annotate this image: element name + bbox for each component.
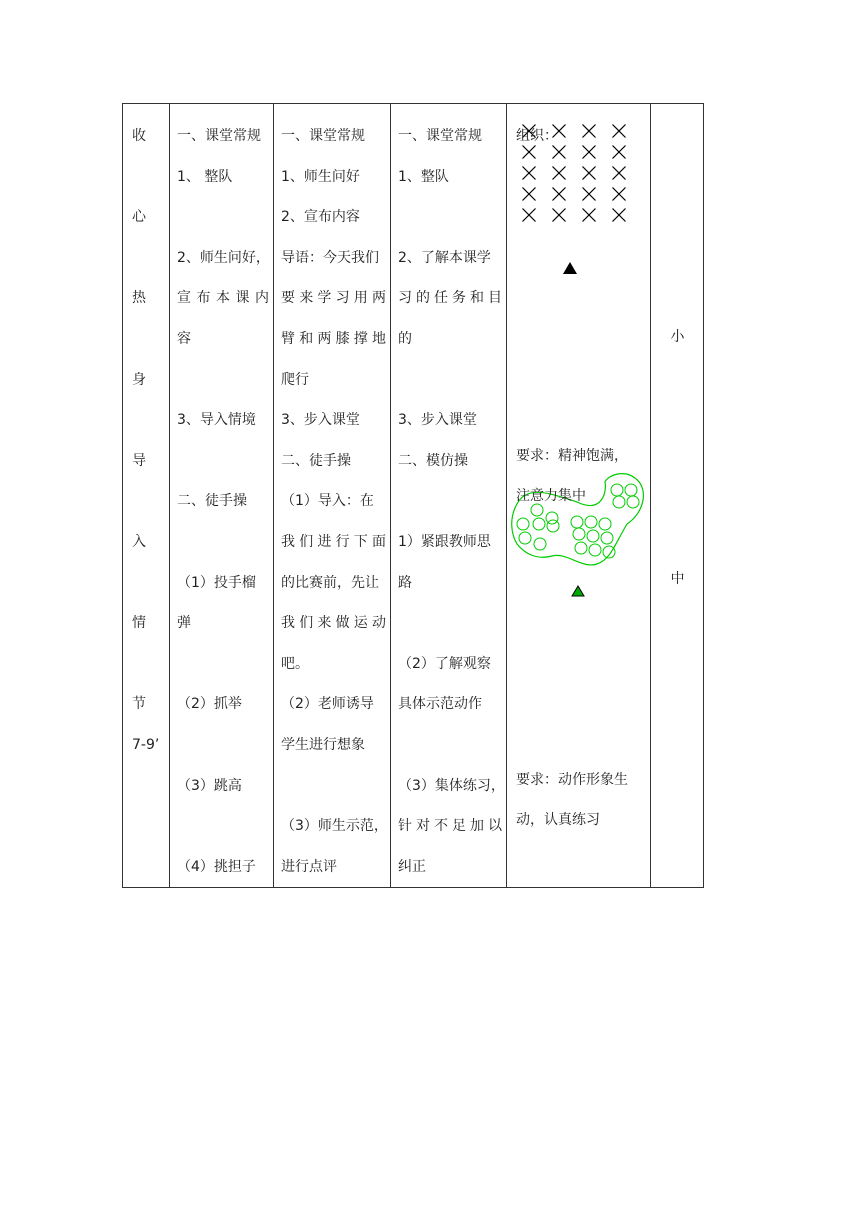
content-line: 二、徒手操 [177, 493, 247, 510]
student-line: 3、步入课堂 [398, 412, 477, 429]
teacher-line: 导语：今天我们 [281, 249, 379, 266]
student-line [391, 197, 506, 238]
student-column [391, 104, 507, 888]
stage-char: 入 [132, 533, 146, 550]
student-circle [613, 496, 625, 508]
student-circle [517, 518, 529, 530]
teacher-line: 我们进行下面 [281, 533, 386, 550]
student-circle [519, 532, 531, 544]
teacher-line: 进行点评 [281, 858, 337, 875]
student-circle [587, 530, 599, 542]
student-line: 的 [398, 330, 412, 347]
teacher-line: （3）师生示范， [281, 818, 388, 835]
stage-char: 导 [132, 452, 146, 469]
student-line: 1、整队 [398, 168, 449, 185]
student-circle [603, 546, 615, 558]
student-circle [611, 484, 623, 496]
stage-char: 热 [132, 290, 146, 307]
stage-column [123, 104, 170, 888]
content-line [170, 441, 273, 482]
student-circle [601, 532, 613, 544]
student-circle [547, 520, 559, 532]
content-line: （3）跳高 [177, 777, 242, 794]
content-line [170, 644, 273, 685]
teacher-column [274, 104, 391, 888]
student-circle [585, 516, 597, 528]
stage-time: 7-9’ [132, 736, 160, 753]
organization-label: 组织： [516, 128, 558, 144]
teacher-line: 爬行 [281, 371, 309, 388]
teacher-line: 臂和两膝撑地 [281, 330, 386, 347]
teacher-line: 学生进行想象 [281, 736, 365, 753]
organization-column [507, 104, 651, 888]
requirement-2a: 要求：动作形象生 [516, 772, 628, 788]
teacher-line: 的比赛前，先让 [281, 574, 379, 591]
requirement-1a: 要求：精神饱满， [516, 448, 628, 464]
teacher-line: 我们来做运动 [281, 615, 386, 632]
student-line: 路 [398, 574, 412, 591]
student-line: 具体示范动作 [398, 696, 482, 713]
student-line [391, 360, 506, 401]
student-line: 习的任务和目 [398, 290, 502, 307]
student-line: 二、模仿操 [398, 452, 468, 469]
content-line: 一、课堂常规 [177, 128, 261, 144]
lesson-plan-table [122, 103, 704, 888]
table-row [123, 104, 704, 888]
student-circle [589, 544, 601, 556]
teacher-line: 二、徒手操 [281, 452, 351, 469]
load-medium: 中 [670, 571, 685, 587]
teacher-line [274, 766, 390, 807]
content-line [170, 360, 273, 401]
content-line [170, 197, 273, 238]
student-circle [571, 516, 583, 528]
teacher-line: （1）导入：在 [281, 493, 374, 510]
content-line: （1）投手榴 [177, 574, 256, 591]
requirement-1b: 注意力集中 [516, 488, 586, 504]
student-line: 1）紧跟教师思 [398, 533, 491, 550]
stage-char: 节 [132, 696, 146, 713]
content-line [170, 806, 273, 847]
load-small: 小 [670, 329, 685, 345]
teacher-line: 一、课堂常规 [281, 128, 365, 144]
content-line: 容 [177, 330, 191, 347]
teacher-line: 2、宣布内容 [281, 209, 360, 226]
content-line: （2）抓举 [177, 696, 242, 713]
student-line: 一、课堂常规 [398, 128, 482, 144]
teacher-line: 要来学习用两 [281, 290, 386, 307]
student-circle [533, 518, 545, 530]
student-line: （3）集体练习， [398, 777, 505, 794]
student-line: 纠正 [398, 858, 426, 875]
teacher-line: 吧。 [281, 655, 309, 672]
student-line [391, 603, 506, 644]
stage-char: 情 [132, 615, 146, 632]
stage-char: 心 [132, 209, 146, 226]
content-line: 3、导入情境 [177, 412, 256, 429]
content-line: 1、 整队 [177, 168, 233, 185]
student-circle [575, 542, 587, 554]
load-column [651, 104, 704, 888]
student-line: （2）了解观察 [398, 655, 491, 672]
student-line: 2、了解本课学 [398, 249, 491, 266]
teacher-line: （2）老师诱导 [281, 696, 374, 713]
student-circle [625, 484, 637, 496]
stage-char: 收 [132, 128, 146, 144]
student-circle [534, 538, 546, 550]
student-circle [573, 528, 585, 540]
student-line: 针对不足加以 [398, 818, 502, 835]
content-line: 宣布本课内 [177, 290, 269, 307]
content-line: 弹 [177, 615, 191, 632]
content-column [170, 104, 274, 888]
teacher-line: 3、步入课堂 [281, 412, 360, 429]
student-circle [599, 518, 611, 530]
content-line: 2、师生问好， [177, 249, 270, 266]
student-circle [627, 496, 639, 508]
content-line [170, 725, 273, 766]
student-line [391, 725, 506, 766]
teacher-line: 1、师生问好 [281, 168, 360, 185]
content-line: （4）挑担子 [177, 858, 256, 875]
requirement-2b: 动，认真练习 [516, 812, 600, 828]
stage-char: 身 [132, 371, 146, 388]
teacher-triangle [563, 262, 577, 274]
student-line [391, 481, 506, 522]
teacher-triangle-green [572, 586, 584, 596]
content-line [170, 522, 273, 563]
